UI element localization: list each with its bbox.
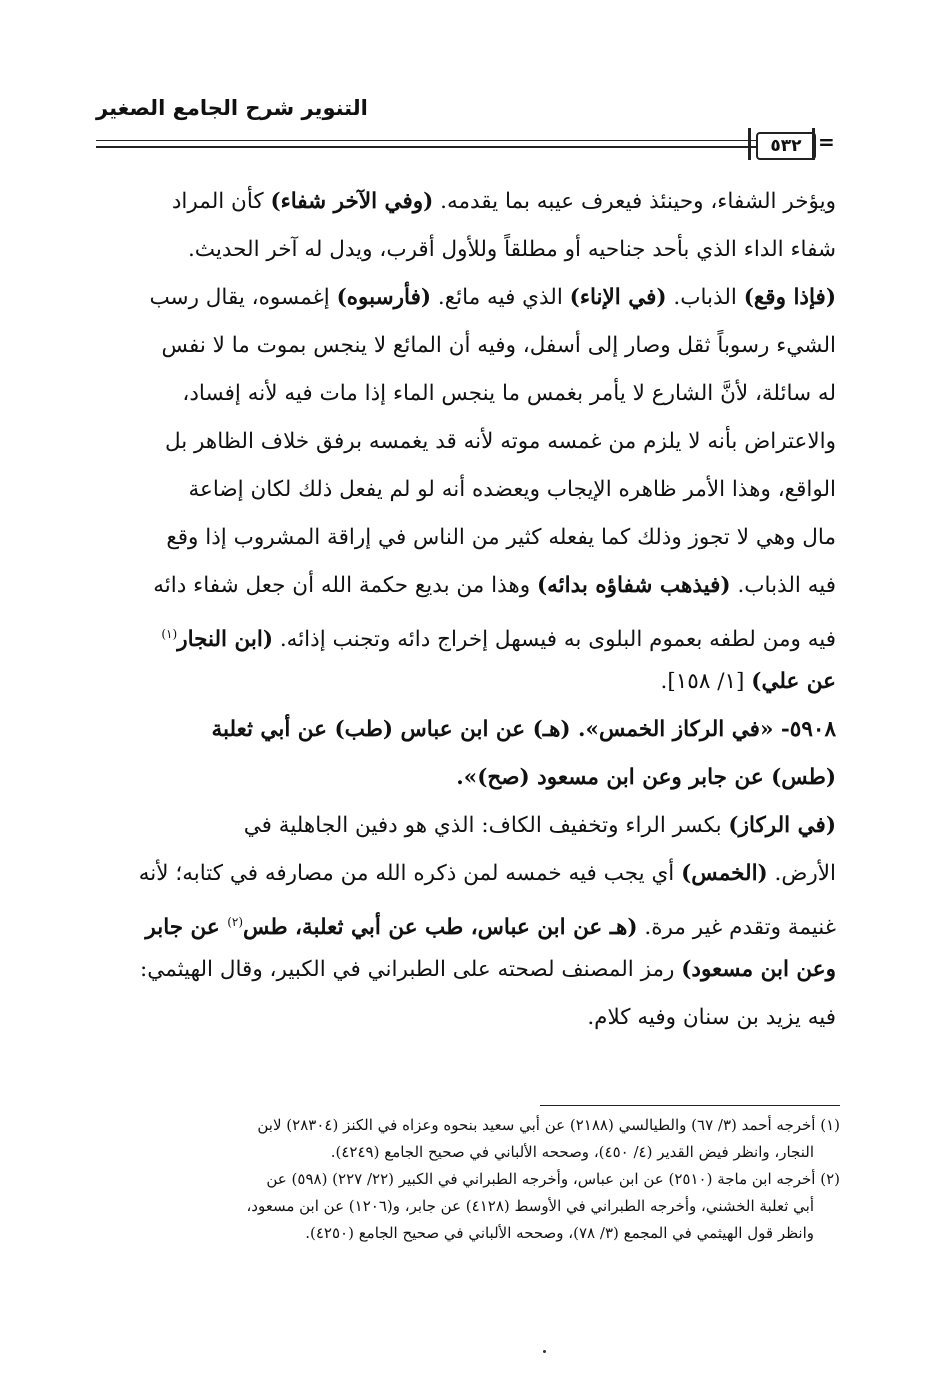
footnote-line: (٢) أخرجه ابن ماجة (٢٥١٠) عن ابن عباس، وأخرجه الطبراني في الكبير (٢٢/ ٢٢٧) (٥٩٨) عن xyxy=(266,1170,840,1188)
page-number: ٥٣٢ xyxy=(756,132,816,160)
text-run: إغمسوه، يقال رسب xyxy=(149,285,337,310)
page-number-bracket-left xyxy=(748,128,751,160)
body-line xyxy=(90,658,836,706)
ornament-mark: = xyxy=(818,130,835,154)
footnotes xyxy=(96,1112,840,1247)
bold-text-run: (الخمس) xyxy=(681,861,768,886)
bold-text-run: (في الركاز) xyxy=(728,813,836,838)
text-run: فيه ومن لطفه بعموم البلوى به فيسهل إخراج دائه وتجنب إذائه. xyxy=(273,627,836,653)
text-run: أي يجب فيه خمسه لمن ذكره الله من مصارفه في كتابه؛ لأنه xyxy=(138,861,682,886)
bold-text-run: عن علي) xyxy=(751,669,836,694)
body-line xyxy=(90,850,836,898)
body-line xyxy=(90,898,836,946)
body-line xyxy=(90,946,836,994)
header-rule-bottom xyxy=(96,146,756,148)
body-line xyxy=(90,466,836,514)
main-text xyxy=(90,178,836,1042)
text-run: غنيمة وتقدم غير مرة. xyxy=(637,915,836,941)
text-run: كأن المراد xyxy=(171,189,271,214)
bold-text-run: (هـ عن ابن عباس، طب عن أبي ثعلبة، طس xyxy=(243,915,638,941)
footnote-separator xyxy=(540,1105,840,1106)
text-run: الشيء رسوباً ثقل وصار إلى أسفل، وفيه أن المائع لا ينجس بموت ما لا نفس xyxy=(161,333,836,358)
body-line xyxy=(90,178,836,226)
footnote-line: النجار، وانظر فيض القدير (٤/ ٤٥٠)، وصححه الألباني في صحيح الجامع (٤٢٤٩). xyxy=(330,1143,814,1161)
text-run: وهذا من بديع حكمة الله أن جعل شفاء دائه xyxy=(153,573,537,598)
body-line xyxy=(90,610,836,658)
body-line xyxy=(90,418,836,466)
text-run: مال وهي لا تجوز وذلك كما يفعله كثير من الناس في إراقة المشروب إذا وقع xyxy=(166,525,836,550)
text-run: شفاء الداء الذي بأحد جناحيه أو مطلقاً وللأول أقرب، ويدل له آخر الحديث. xyxy=(187,237,836,262)
body-line xyxy=(90,562,836,610)
body-line xyxy=(90,706,836,754)
text-run: الذي فيه مائع. xyxy=(431,285,570,310)
footnote-ref: (٢) xyxy=(227,915,244,929)
page-number-bracket-right xyxy=(812,128,815,160)
body-line xyxy=(90,754,836,802)
running-title: التنوير شرح الجامع الصغير xyxy=(96,96,368,120)
body-line xyxy=(90,802,836,850)
body-line xyxy=(90,514,836,562)
bold-text-run: عن جابر xyxy=(145,915,228,941)
footnote-line: (١) أخرجه أحمد (٣/ ٦٧) والطيالسي (٢١٨٨) عن أبي سعيد بنحوه وعزاه في الكنز (٢٨٣٠٤) لابن xyxy=(257,1116,840,1134)
text-run: الأرض. xyxy=(767,861,836,886)
text-run: والاعتراض بأنه لا يلزم من غمسه موته لأنه قد يغمسه برفق خلاف الظاهر بل xyxy=(164,429,836,454)
page-dot xyxy=(543,1350,546,1353)
bold-text-run: ٥٩٠٨- «في الركاز الخمس». (هـ) عن ابن عباس (طب) عن أبي ثعلبة xyxy=(211,717,836,742)
footnote-line: وانظر قول الهيثمي في المجمع (٣/ ٧٨)، وصححه الألباني في صحيح الجامع (٤٢٥٠). xyxy=(305,1224,814,1242)
text-run: الذباب. xyxy=(666,285,744,310)
text-run: بكسر الراء وتخفيف الكاف: الذي هو دفين الجاهلية في xyxy=(243,813,729,838)
header-rule-top xyxy=(96,140,756,141)
body-line xyxy=(90,994,836,1042)
body-line xyxy=(90,322,836,370)
body-line xyxy=(90,274,836,322)
text-run: له سائلة، لأنَّ الشارع لا يأمر بغمس ما ينجس الماء إذا مات فيه لأنه إفساد، xyxy=(182,381,836,406)
text-run: الواقع، وهذا الأمر ظاهره الإيجاب ويعضده أنه لو لم يفعل ذلك لكان إضاعة xyxy=(188,477,836,502)
text-run: [١/ ١٥٨]. xyxy=(660,669,752,694)
footnote-line: أبي ثعلبة الخشني، وأخرجه الطبراني في الأوسط (٤١٢٨) عن جابر، و(١٢٠٦) عن ابن مسعود، xyxy=(246,1197,814,1215)
text-run: رمز المصنف لصحته على الطبراني في الكبير، وقال الهيثمي: xyxy=(140,957,682,982)
bold-text-run: (وفي الآخر شفاء) xyxy=(270,189,434,214)
bold-text-run: (طس) عن جابر وعن ابن مسعود (صح)». xyxy=(456,765,836,790)
bold-text-run: (في الإناء) xyxy=(569,285,667,310)
text-run: فيه الذباب. xyxy=(730,573,836,598)
bold-text-run: (فإذا وقع) xyxy=(743,285,836,310)
text-run: فيه يزيد بن سنان وفيه كلام. xyxy=(587,1005,836,1030)
text-run: ويؤخر الشفاء، وحينئذ فيعرف عيبه بما يقدمه. xyxy=(433,189,836,214)
body-line xyxy=(90,370,836,418)
bold-text-run: وعن ابن مسعود) xyxy=(681,957,836,982)
body-line xyxy=(90,226,836,274)
footnote-ref: (١) xyxy=(161,627,178,641)
bold-text-run: (فيذهب شفاؤه بدائه) xyxy=(536,573,731,598)
bold-text-run: (فأرسبوه) xyxy=(336,285,432,310)
bold-text-run: (ابن النجار xyxy=(177,627,273,653)
